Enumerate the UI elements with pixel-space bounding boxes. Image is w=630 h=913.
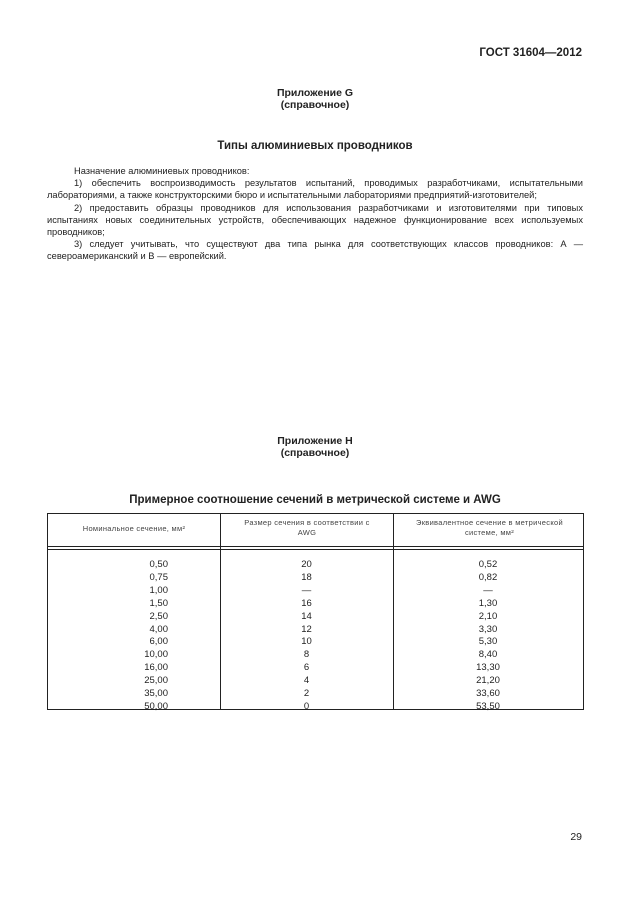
appendix-h-note: (справочное) xyxy=(280,447,350,459)
appendix-h-label: Приложение Н xyxy=(277,435,353,447)
appendix-g-heading xyxy=(0,87,630,111)
appendix-g-title: Типы алюминиевых проводников xyxy=(217,140,413,152)
column-nominal: 0,50 0,75 1,00 1,50 2,50 4,00 6,00 10,00 16,00 25,00 35,00 50,00 xyxy=(144,559,168,712)
header-metric: Эквивалентное сечение в метрической системе, мм² xyxy=(416,518,563,537)
column-awg: 20 18 — 16 14 12 10 8 6 4 2 0 xyxy=(301,559,312,712)
appendix-h-heading xyxy=(0,435,630,459)
column-metric: 0,52 0,82 — 1,30 2,10 3,30 5,30 8,40 13,30 21,20 33,60 53,50 xyxy=(476,559,500,712)
header-nominal: Номинальное сечение, мм² xyxy=(82,524,186,533)
document-id: ГОСТ 31604—2012 xyxy=(479,47,582,59)
paragraph: 2) предоставить образцы проводников для использования разработчиками и изготовителями при типовых испытаниях новых соединительных устройств, обеспечивающих надежное функционирование всех используемых проводников; xyxy=(47,202,583,238)
paragraph: 1) обеспечить воспроизводимость результатов испытаний, проводимых разработчиками, испытательными лабораториями, а также конструкторскими бюро и испытательными лабораториями предприятий-изготовителей; xyxy=(47,178,583,201)
appendix-g-label: Приложение G xyxy=(276,87,354,99)
header-awg: Размер сечения в соответствии с AWG xyxy=(244,518,370,537)
appendix-g-note: (справочное) xyxy=(280,99,350,111)
appendix-g-body xyxy=(47,165,583,263)
paragraph: 3) следует учитывать, что существуют два типа рынка для соответствующих классов проводников: А — североамериканский и В — европейский. xyxy=(47,239,583,262)
paragraph: Назначение алюминиевых проводников: xyxy=(74,166,250,176)
page-number: 29 xyxy=(570,831,582,843)
appendix-h-title: Примерное соотношение сечений в метрической системе и AWG xyxy=(129,494,501,506)
awg-table xyxy=(47,513,584,710)
header-divider xyxy=(48,546,583,550)
